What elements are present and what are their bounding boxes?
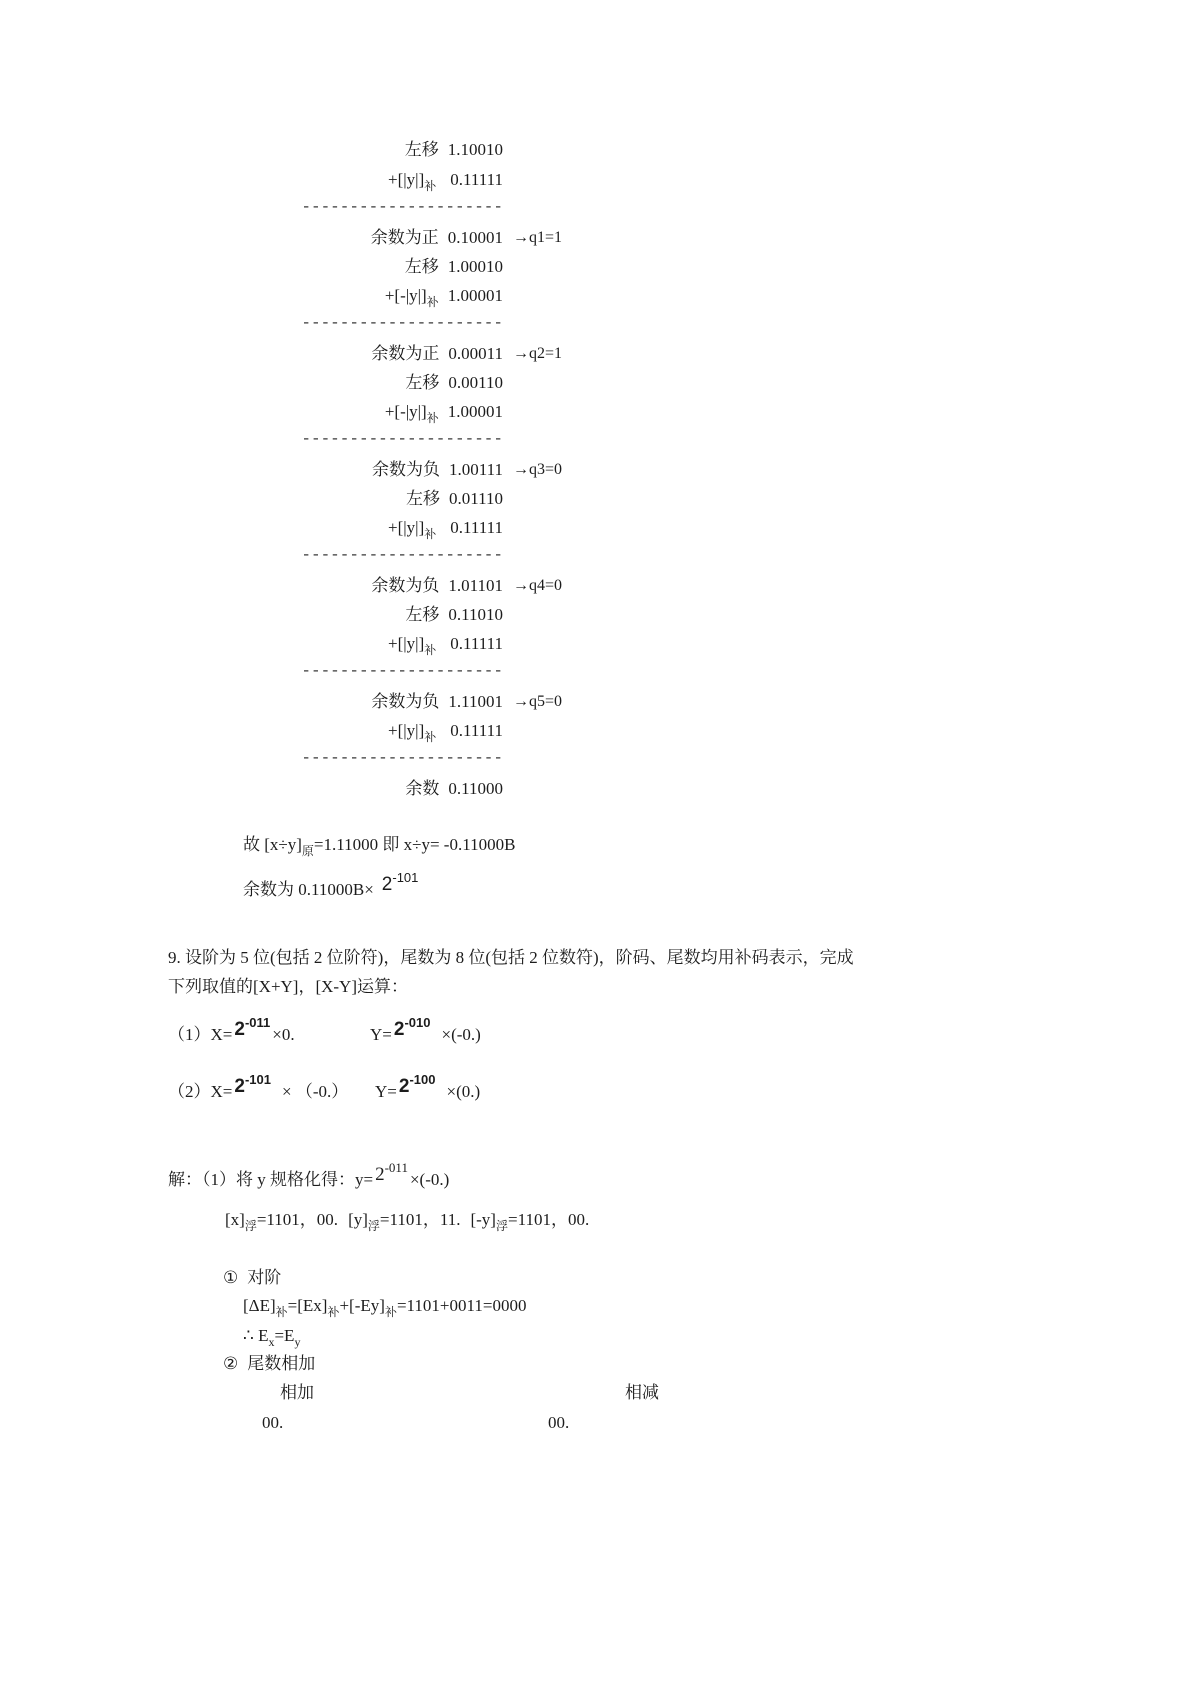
row-value: 1.00001 [447, 286, 503, 305]
y-mantissa: ×(0.) [446, 1082, 481, 1101]
remainder-row [371, 227, 503, 249]
therefore-ex: ∴ E [243, 1326, 269, 1345]
conclusion-post: =1.11000 即 x÷y= -0.11000B [313, 835, 516, 854]
shift-row [405, 139, 503, 161]
row-label: 左移 [406, 489, 440, 508]
power-of-two [398, 1072, 436, 1097]
step-2-heading [223, 1353, 315, 1375]
row-value: 0.11000 [448, 779, 503, 798]
row-operand: +[|y|] [388, 170, 425, 189]
power-base: 2 [393, 1019, 405, 1040]
float-y [348, 1210, 461, 1233]
float-value: =1101，11. [379, 1210, 461, 1229]
therefore-line [243, 1325, 300, 1347]
row-operand: +[-|y|] [384, 286, 427, 305]
x-mantissa: × （-0.） [281, 1082, 349, 1101]
complement-subscript: 补 [327, 1305, 340, 1319]
quotient-bit-note: →q5=0 [513, 693, 563, 710]
complement-subscript: 补 [426, 411, 439, 425]
complement-subscript: 补 [424, 643, 437, 657]
question-item-1-x [168, 1015, 295, 1046]
x-mantissa: ×0. [272, 1025, 295, 1044]
power-base: 2 [381, 874, 393, 895]
row-label: 余数为正 [370, 228, 439, 247]
power-exponent: -101 [392, 870, 419, 885]
solution-intro: 解：（1）将 y 规格化得：y= [168, 1170, 374, 1189]
shift-row [405, 604, 503, 626]
row-value: 0.00110 [448, 373, 503, 392]
remainder-conclusion [243, 870, 420, 901]
float-name: [-y] [470, 1210, 496, 1229]
step-marker: ② [223, 1354, 239, 1373]
shift-row [406, 488, 503, 510]
question-item-2-y [375, 1072, 481, 1103]
remainder-row [371, 575, 503, 597]
remainder-row [372, 459, 503, 481]
complement-subscript: 补 [424, 527, 437, 541]
row-value: 1.00001 [447, 402, 503, 421]
float-value: =1101，00. [256, 1210, 339, 1229]
question-item-2-x [168, 1072, 349, 1103]
power-exponent: -011 [384, 1160, 408, 1175]
float-name: [x] [225, 1210, 245, 1229]
row-label: 左移 [405, 605, 440, 624]
row-value: 0.11111 [450, 518, 503, 537]
y-mantissa: ×(-0.) [409, 1170, 450, 1189]
step-title: 对阶 [247, 1268, 282, 1287]
float-subscript: 浮 [495, 1219, 508, 1233]
row-operand: +[|y|] [388, 721, 425, 740]
quotient-bit-note: →q1=1 [513, 229, 563, 246]
true-form-subscript: 原 [301, 844, 314, 858]
complement-subscript: 补 [426, 295, 439, 309]
column-head-subtract: 相减 [625, 1383, 659, 1402]
complement-subscript: 补 [424, 730, 437, 744]
column-head-add: 相加 [280, 1383, 314, 1402]
power-base: 2 [234, 1076, 245, 1097]
float-value: =1101，00. [507, 1210, 590, 1229]
power-base: 2 [398, 1076, 410, 1097]
complement-subscript: 补 [384, 1305, 397, 1319]
complement-subscript: 补 [275, 1305, 288, 1319]
float-x [225, 1210, 339, 1233]
separator-rule: --------------------- [301, 546, 503, 564]
remainder-row [371, 691, 503, 713]
row-label: 左移 [405, 373, 440, 392]
step-marker: ① [223, 1268, 239, 1287]
row-operand: +[-|y|] [384, 402, 427, 421]
item-number: （1） [168, 1025, 211, 1044]
shift-row [405, 372, 503, 394]
power-base: 2 [375, 1164, 385, 1185]
row-value: 0.10001 [447, 228, 503, 247]
power-of-two [234, 1072, 271, 1097]
y-label: Y= [370, 1025, 392, 1044]
complement-subscript: 补 [424, 179, 437, 193]
row-label: 余数为正 [371, 344, 440, 363]
separator-rule: --------------------- [301, 749, 503, 767]
row-label: 余数 [405, 779, 440, 798]
power-exponent: -010 [404, 1015, 431, 1030]
final-remainder-row [405, 778, 503, 800]
float-subscript: 浮 [244, 1219, 257, 1233]
row-label: 左移 [404, 140, 439, 159]
float-neg-y [470, 1210, 590, 1233]
row-value: 0.11111 [450, 634, 503, 653]
power-base: 2 [234, 1019, 245, 1040]
add-operand-row [388, 169, 503, 191]
add-operand-row [388, 633, 503, 655]
power-of-two [234, 1015, 271, 1040]
separator-rule: --------------------- [301, 662, 503, 680]
separator-rule: --------------------- [301, 430, 503, 448]
delta-e-term: [ΔE] [243, 1296, 276, 1315]
row-operand: +[|y|] [388, 634, 425, 653]
question-text-line-1: 9. 设阶为 5 位(包括 2 位阶符)，尾数为 8 位(包括 2 位数符)，阶码、尾数均用补码表示，完成 [168, 948, 854, 967]
row-value: 0.11111 [450, 721, 503, 740]
float-representations [225, 1209, 599, 1231]
power-exponent: -011 [244, 1015, 271, 1030]
row-value: 1.10010 [447, 140, 503, 159]
ex-term: =[Ex] [287, 1296, 328, 1315]
power-of-two [393, 1015, 431, 1040]
neg-ey-term: +[-Ey] [339, 1296, 385, 1315]
row-value: 1.00111 [449, 460, 503, 479]
item-number: （2） [168, 1082, 211, 1101]
solution-normalize-line [168, 1160, 450, 1191]
row-value: 1.11001 [448, 692, 503, 711]
row-value: 0.00011 [448, 344, 503, 363]
power-of-two [381, 870, 419, 895]
row-label: 余数为负 [371, 692, 440, 711]
y-label: Y= [375, 1082, 397, 1101]
y-mantissa: ×(-0.) [441, 1025, 481, 1044]
quotient-conclusion [243, 834, 515, 856]
row-label: 余数为负 [372, 460, 440, 479]
question-item-1-y [370, 1015, 481, 1046]
question-text-line-2: 下列取值的[X+Y]，[X-Y]运算： [168, 977, 409, 996]
y-subscript: y [294, 1335, 301, 1349]
separator-rule: --------------------- [301, 198, 503, 216]
step-1-heading [223, 1267, 281, 1289]
column-value-add: 00. [262, 1413, 284, 1432]
exponent-difference-line [243, 1295, 526, 1317]
row-value: 0.11111 [450, 170, 503, 189]
remainder-row [371, 343, 503, 365]
power-exponent: -100 [409, 1072, 436, 1087]
delta-result: =1101+0011=0000 [396, 1296, 527, 1315]
step-title: 尾数相加 [247, 1354, 316, 1373]
float-subscript: 浮 [367, 1219, 380, 1233]
separator-rule: --------------------- [301, 314, 503, 332]
row-label: 余数为负 [371, 576, 440, 595]
x-subscript: x [268, 1335, 275, 1349]
x-label: X= [210, 1082, 233, 1101]
power-of-two [375, 1160, 408, 1185]
shift-row [405, 256, 503, 278]
conclusion-pre: 故 [x÷y] [243, 835, 302, 854]
quotient-bit-note: →q4=0 [513, 577, 563, 594]
column-value-subtract: 00. [548, 1413, 570, 1432]
add-operand-row [385, 285, 503, 307]
quotient-bit-note: →q3=0 [513, 461, 563, 478]
add-operand-row [385, 401, 503, 423]
row-label: 左移 [404, 257, 439, 276]
equals-ey: =E [274, 1326, 295, 1345]
add-operand-row [388, 720, 503, 742]
quotient-bit-note: →q2=1 [513, 345, 563, 362]
row-value: 0.01110 [449, 489, 503, 508]
x-label: X= [210, 1025, 233, 1044]
row-value: 0.11010 [448, 605, 503, 624]
row-value: 1.01101 [448, 576, 503, 595]
remainder-text: 余数为 0.11000B× [243, 880, 374, 899]
row-operand: +[|y|] [388, 518, 425, 537]
add-operand-row [388, 517, 503, 539]
float-name: [y] [348, 1210, 368, 1229]
row-value: 1.00010 [447, 257, 503, 276]
power-exponent: -101 [244, 1072, 271, 1087]
